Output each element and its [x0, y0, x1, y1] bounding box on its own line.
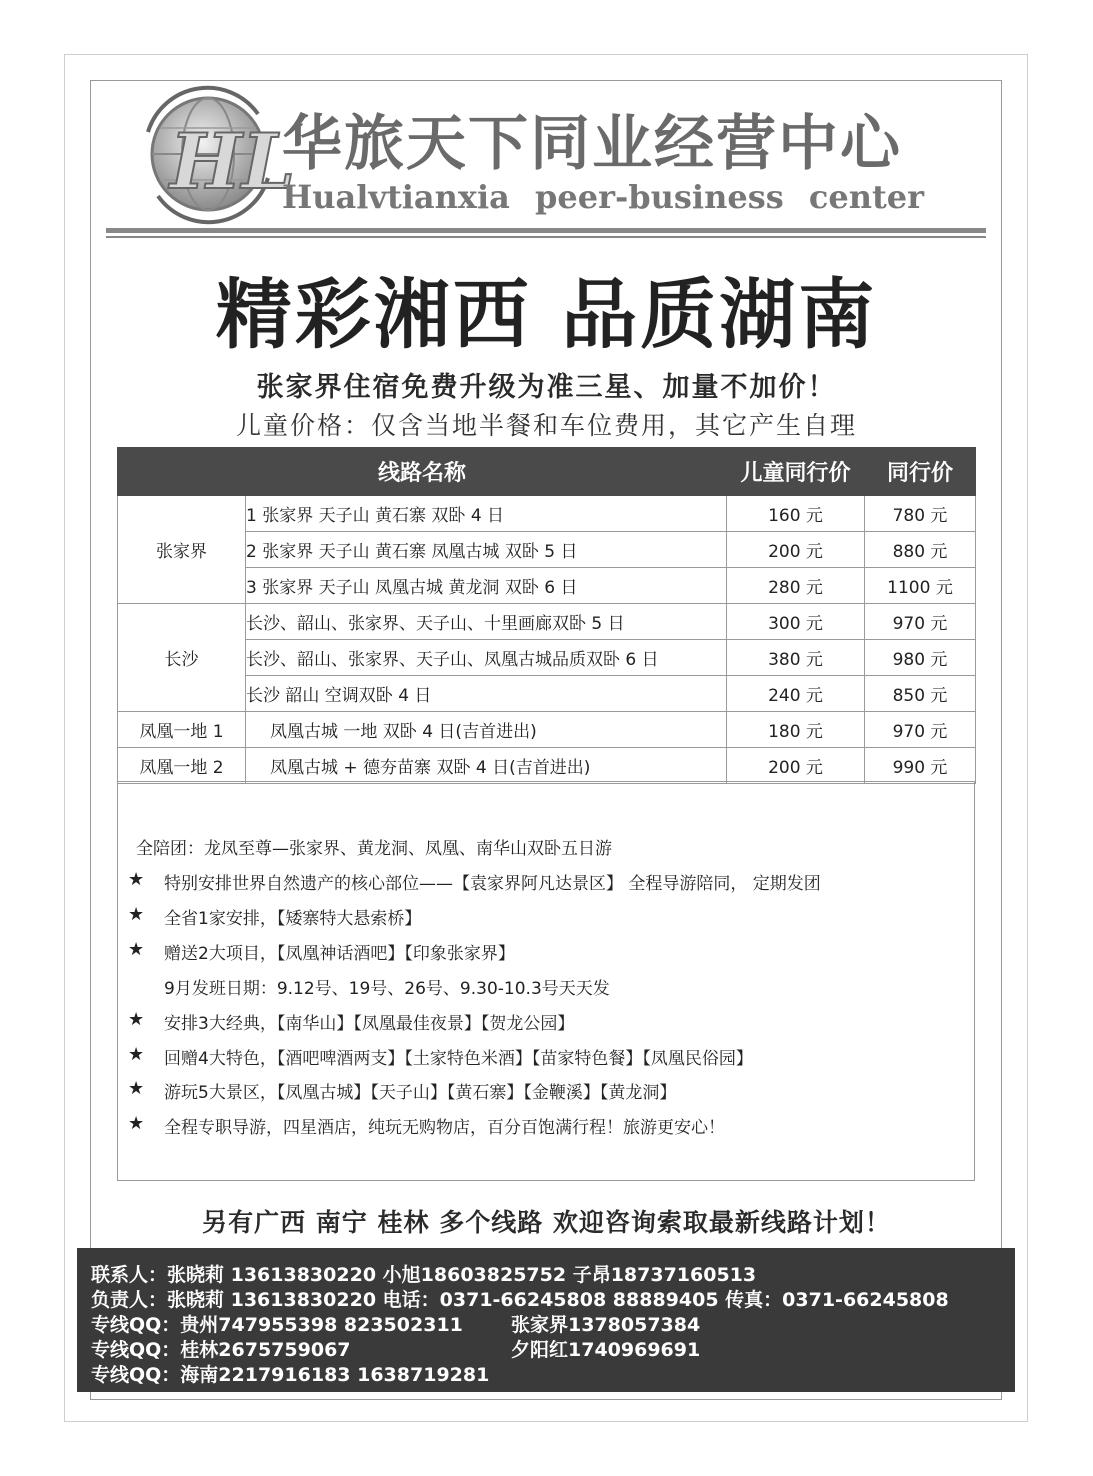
region-cell: 长沙 [118, 604, 246, 712]
route-cell: 凤凰古城 一地 双卧 4 日(吉首进出) [246, 712, 727, 748]
price-cell: 990 元 [865, 748, 976, 784]
headline: 精彩湘西 品质湖南 [215, 270, 878, 359]
tour-title: 全陪团：龙凤至尊—张家界、黄龙洞、凤凰、南华山双卧五日游 [136, 839, 612, 859]
globe-logo-icon [108, 92, 296, 216]
table-row [118, 532, 976, 568]
region-cell: 张家界 [118, 496, 246, 604]
qq-guilin: 专线QQ：桂林2675759067 [91, 1339, 351, 1361]
company-title-en: Hualvtianxia peer-business center [282, 178, 924, 216]
star-icon: ★ [128, 869, 145, 890]
route-cell: 3 张家界 天子山 凤凰古城 黄龙洞 双卧 6 日 [246, 568, 727, 604]
child-price-cell: 300 元 [727, 604, 865, 640]
qq-zhangjiajie: 张家界1378057384 [511, 1314, 701, 1336]
header-divider [106, 228, 986, 233]
route-cell: 长沙 韶山 空调双卧 4 日 [246, 676, 727, 712]
price-cell: 880 元 [865, 532, 976, 568]
route-cell: 长沙、韶山、张家界、天子山、十里画廊双卧 5 日 [246, 604, 727, 640]
feature-text: 全程专职导游，四星酒店，纯玩无购物店，百分百饱满行程！旅游更安心！ [164, 1118, 725, 1138]
child-price-cell: 240 元 [727, 676, 865, 712]
table-row [118, 748, 976, 784]
star-icon: ★ [128, 1078, 145, 1099]
child-price-cell: 160 元 [727, 496, 865, 532]
table-row [118, 712, 976, 748]
qq-guizhou: 专线QQ：贵州747955398 823502311 [91, 1314, 463, 1336]
manager-line: 负责人：张晓莉 13613830220 电话：0371-66245808 88889405 传真：0371-66245808 [91, 1289, 949, 1311]
qq-line [91, 1310, 1001, 1334]
child-price-cell: 380 元 [727, 640, 865, 676]
promo-subline: 张家界住宿免费升级为准三星、加量不加价！ [256, 372, 837, 403]
child-price-cell: 280 元 [727, 568, 865, 604]
child-price-cell: 200 元 [727, 532, 865, 568]
star-icon: ★ [128, 1113, 145, 1134]
qq-hainan: 专线QQ：海南2217916183 1638719281 [91, 1364, 490, 1386]
price-cell: 980 元 [865, 640, 976, 676]
contact-panel [77, 1248, 1015, 1392]
company-title-cn: 华旅天下同业经营中心 [282, 109, 902, 179]
feature-text: 安排3大经典，【南华山】【凤凰最佳夜景】【贺龙公园】 [164, 1014, 575, 1034]
price-cell: 1100 元 [865, 568, 976, 604]
route-cell: 1 张家界 天子山 黄石寨 双卧 4 日 [246, 496, 727, 532]
star-icon: ★ [128, 904, 145, 925]
price-cell: 970 元 [865, 604, 976, 640]
table-row [118, 568, 976, 604]
feature-text: 特别安排世界自然遗产的核心部位——【袁家界阿凡达景区】 全程导游陪同， 定期发团 [164, 874, 821, 894]
child-price-cell: 180 元 [727, 712, 865, 748]
region-cell: 凤凰一地 2 [118, 748, 246, 784]
extra-routes-note: 另有广西 南宁 桂林 多个线路 欢迎咨询索取最新线路计划！ [202, 1208, 891, 1237]
price-cell: 970 元 [865, 712, 976, 748]
header-child-price: 儿童同行价 [727, 448, 865, 496]
child-price-cell: 200 元 [727, 748, 865, 784]
price-cell: 780 元 [865, 496, 976, 532]
star-icon: ★ [128, 1044, 145, 1065]
header-price: 同行价 [865, 448, 976, 496]
child-price-note: 儿童价格：仅含当地半餐和车位费用，其它产生自理 [235, 411, 857, 440]
table-row [118, 604, 976, 640]
region-cell: 凤凰一地 1 [118, 712, 246, 748]
tour-info-box [117, 781, 975, 1181]
table-header-row [118, 448, 976, 496]
contact-line: 联系人：张晓莉 13613830220 小旭18603825752 子昂18737160513 [91, 1264, 757, 1286]
feature-text: 赠送2大项目，【凤凰神话酒吧】【印象张家界】 [164, 944, 515, 964]
qq-line [91, 1335, 1001, 1359]
star-icon: ★ [128, 1009, 145, 1030]
table-row [118, 496, 976, 532]
route-cell: 2 张家界 天子山 黄石寨 凤凰古城 双卧 5 日 [246, 532, 727, 568]
table-row [118, 640, 976, 676]
feature-text: 回赠4大特色，【酒吧啤酒两支】【土家特色米酒】【苗家特色餐】【凤凰民俗园】 [164, 1049, 753, 1069]
header-divider-thin [106, 236, 986, 238]
table-row [118, 676, 976, 712]
star-icon: ★ [128, 939, 145, 960]
route-price-table [117, 447, 976, 784]
feature-text: 游玩5大景区，【凤凰古城】【天子山】【黄石寨】【金鞭溪】【黄龙洞】 [164, 1083, 677, 1103]
departure-schedule: 9月发班日期：9.12号、19号、26号、9.30-10.3号天天发 [164, 979, 610, 999]
qq-xiyanghong: 夕阳红1740969691 [511, 1339, 701, 1361]
route-cell: 长沙、韶山、张家界、天子山、凤凰古城品质双卧 6 日 [246, 640, 727, 676]
logo-letters: HL [170, 117, 296, 206]
price-cell: 850 元 [865, 676, 976, 712]
header-route-name: 线路名称 [118, 448, 727, 496]
feature-text: 全省1家安排，【矮寨特大悬索桥】 [164, 909, 422, 929]
route-cell: 凤凰古城 + 德夯苗寨 双卧 4 日(吉首进出) [246, 748, 727, 784]
